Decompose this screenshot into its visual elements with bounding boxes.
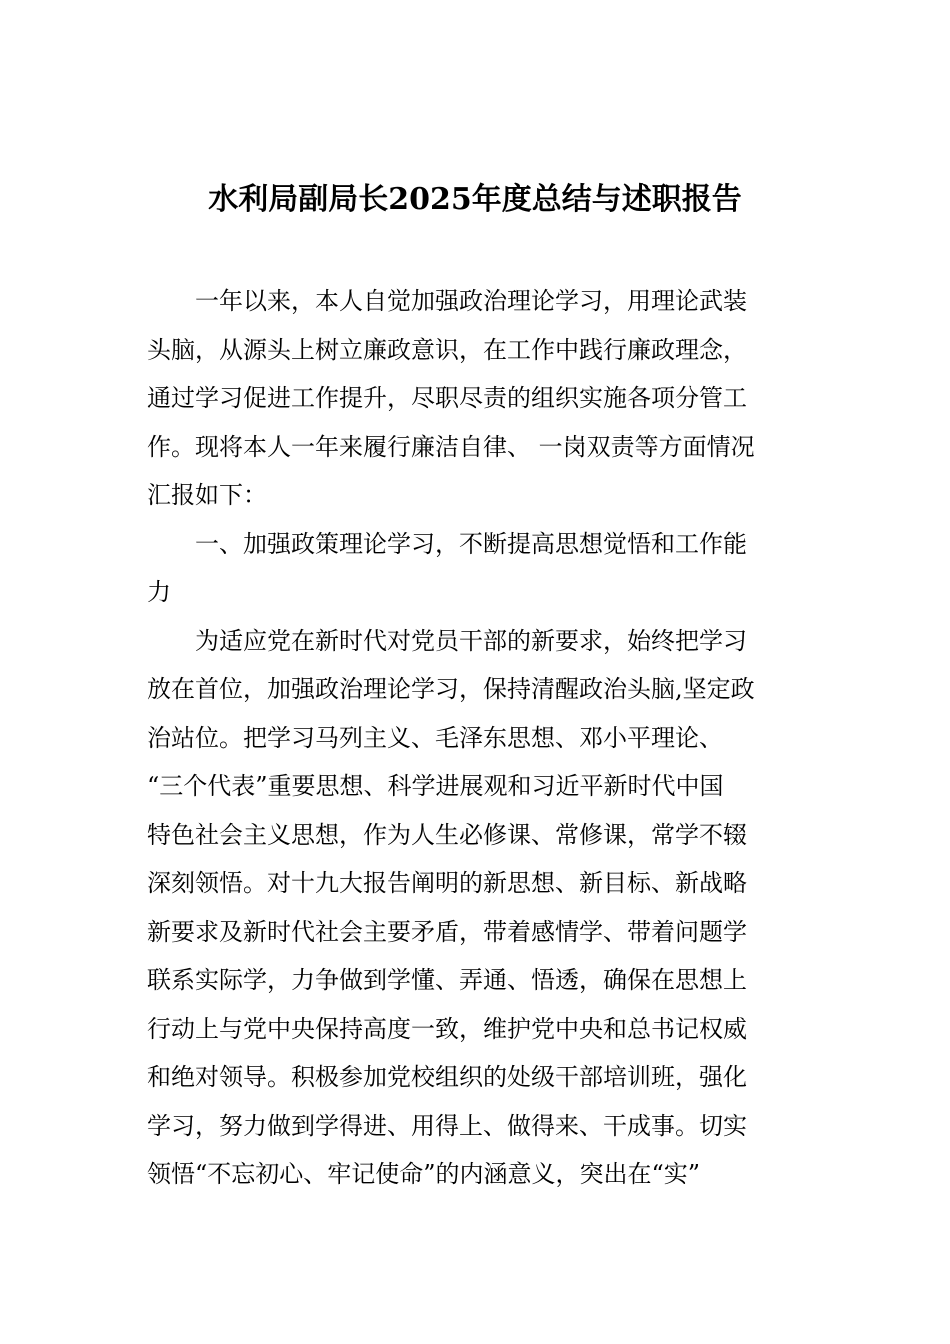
paragraph-line: 治站位。把学习马列主义、毛泽东思想、邓小平理论、 bbox=[147, 723, 723, 752]
paragraph-line: 和绝对领导。积极参加党校组织的处级干部培训班，强化 bbox=[147, 1063, 747, 1091]
paragraph-line: “三个代表”重要思想、科学进展观和习近平新时代中国 bbox=[147, 772, 724, 800]
section-heading-line: 一、加强政策理论学习，不断提高思想觉悟和工作能 bbox=[195, 529, 747, 558]
paragraph-line: 放在首位，加强政治理论学习，保持清醒政治头脑,坚定政 bbox=[147, 675, 755, 703]
paragraph-line: 为适应党在新时代对党员干部的新要求，始终把学习 bbox=[195, 626, 747, 655]
paragraph-line: 一年以来，本人自觉加强政治理论学习，用理论武装 bbox=[195, 287, 747, 315]
paragraph-line: 学习，努力做到学得进、用得上、做得来、干成事。切实 bbox=[147, 1111, 747, 1140]
paragraph-line: 通过学习促进工作提升，尽职尽责的组织实施各项分管工 bbox=[147, 384, 747, 412]
paragraph-line: 领悟“不忘初心、牢记使命”的内涵意义，突出在“实” bbox=[147, 1160, 701, 1188]
paragraph-line: 作。现将本人一年来履行廉洁自律、 一岗双责等方面情况 bbox=[147, 432, 755, 461]
section-heading-line: 力 bbox=[147, 578, 171, 606]
paragraph-line: 深刻领悟。对十九大报告阐明的新思想、新目标、新战略 bbox=[147, 869, 747, 897]
paragraph-line: 汇报如下： bbox=[147, 481, 267, 509]
paragraph-line: 联系实际学，力争做到学懂、弄通、悟透，确保在思想上 bbox=[147, 966, 747, 994]
paragraph-line: 头脑，从源头上树立廉政意识，在工作中践行廉政理念， bbox=[147, 335, 747, 364]
document-title: 水利局副局长2025年度总结与述职报告 bbox=[208, 182, 742, 217]
paragraph-line: 新要求及新时代社会主要矛盾，带着感情学、带着问题学 bbox=[147, 917, 747, 946]
paragraph-line: 行动上与党中央保持高度一致，维护党中央和总书记权威 bbox=[147, 1014, 747, 1043]
paragraph-line: 特色社会主义思想，作为人生必修课、常修课，常学不辍 bbox=[147, 820, 747, 849]
document-body bbox=[147, 277, 807, 1199]
